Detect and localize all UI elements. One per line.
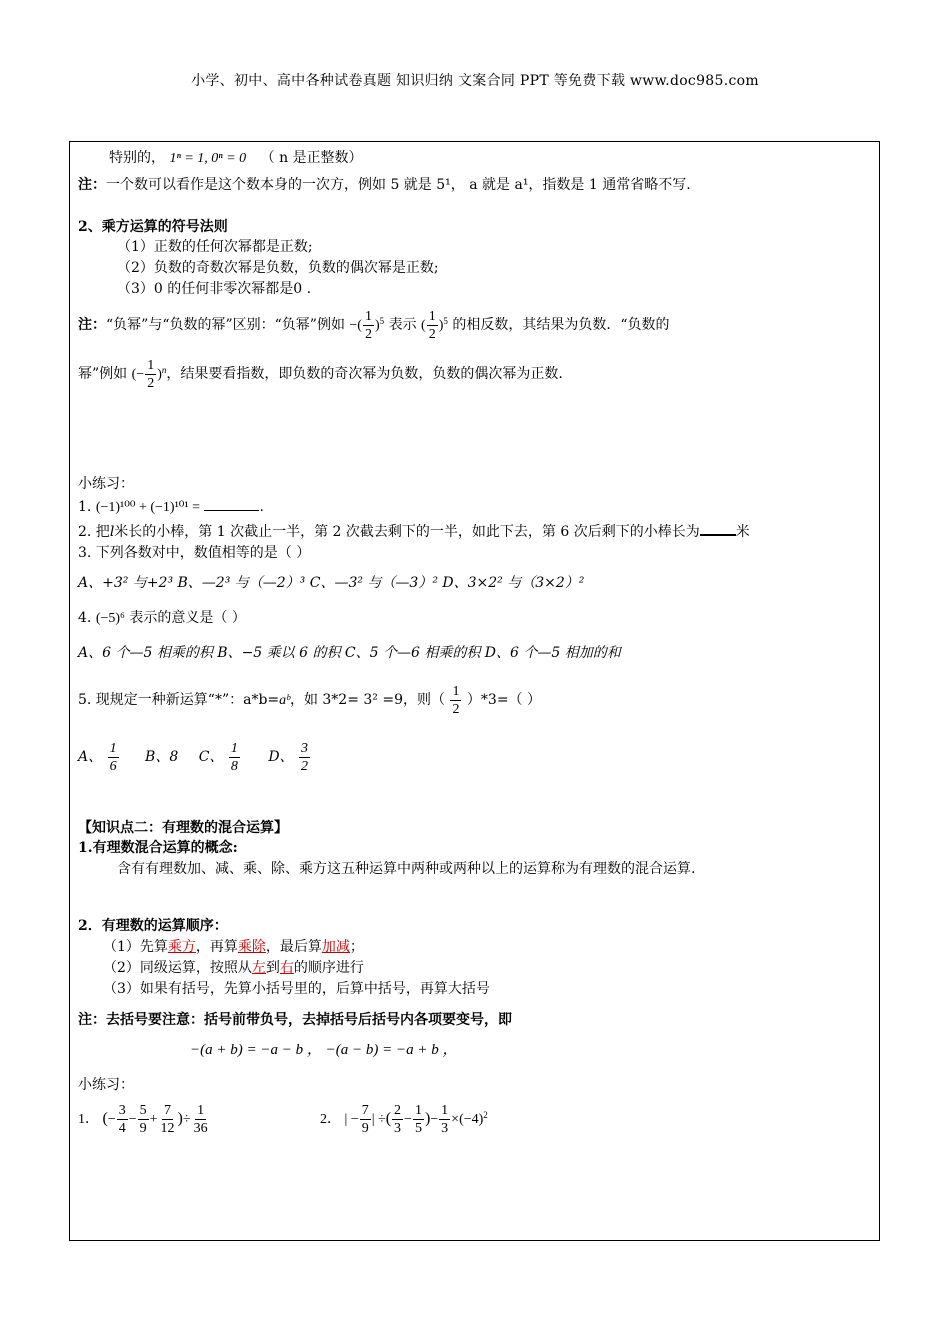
order-rule-1: （1）先算乘方，再算乘除，最后算加减； [103,939,364,955]
rule-item: （2）负数的奇数次幂是负数，负数的偶次幂是正数; [117,260,439,276]
order-heading: 2．有理数的运算顺序： [78,918,228,934]
question-4-stem: 4. (−5)⁶ 表示的意义是（ ） [78,610,246,626]
question-1: 1. (−1)¹⁰⁰ + (−1)¹⁰¹ = . [78,499,264,515]
page-header: 小学、初中、高中各种试卷真题 知识归纳 文案合同 PPT 等免费下载 www.doc985.com [191,73,759,89]
power-expr: ( $\frac{1}{2}$ )$^5$ [421,309,448,343]
note3-formula: −(a + b) = −a − b ， −(a − b) = −a + b ， [190,1042,458,1058]
note2-line2: 幂”例如 (− $\frac{1}{2}$ )$^n$，结果要看指数，即负数的奇次幂为负数，负数的偶次幂为正数. [78,358,563,392]
order-rule-2: （2）同级运算，按照从左到右的顺序进行 [103,960,364,976]
neg-power-expr: −( $\frac{1}{2}$ )$^5$ [349,309,385,343]
answer-blank[interactable] [700,522,736,536]
order-rule-3: （3）如果有括号，先算小括号里的，后算中括号，再算大括号 [103,981,490,997]
note3: 注：去括号要注意：括号前带负号，去掉括号后括号内各项要变号，即 [78,1012,512,1028]
practice2-q2: 2． | − $\frac{7}{9}$ | ÷( $\frac{2}{3}$ − $\frac{1}{5}$ )− $\frac{1}{3}$ $\times(-4)^2$ [320,1103,488,1137]
special-line: 特别的， 1ⁿ = 1, 0ⁿ = 0 （ n 是正整数） [109,150,363,166]
answer-blank[interactable] [204,498,259,511]
neg-base-power-expr: (− $\frac{1}{2}$ )$^n$ [131,358,167,392]
special-formula: 1ⁿ = 1, 0ⁿ = 0 [169,151,247,166]
note1: 注：一个数可以看作是这个数本身的一次方，例如 5 就是 5¹， a 就是 a¹，指数是 1 通常省略不写. [78,177,691,193]
practice2-q1: 1． (− $\frac{3}{4}$ − $\frac{5}{9}$ + $\frac{7}{12}$ )÷ $\frac{1}{36}$ [78,1103,208,1137]
question-5-stem: 5. 现规定一种新运算“*”：a*b=aᵇ，如 3*2= 3² =9，则（ $\frac{1}{2}$ ）*3=（ ） [78,683,542,717]
practice1-title: 小练习： [78,476,134,492]
rule-item: （3）0 的任何非零次幂都是0 . [117,281,312,297]
question-2: 2. 把l米长的小棒，第 1 次截止一半，第 2 次截去剩下的一半，如此下去，第 6 次后剩下的小棒长为 米 [78,524,750,540]
question-4-options: A、6 个—5 相乘的积 B、−5 乘以 6 的积 C、5 个—6 相乘的积 D、6 个—5 相加的和 [78,645,621,661]
question-3-stem: 3. 下列各数对中，数值相等的是（ ） [78,545,311,561]
question-5-options: A、 $\frac{1}{6}$ B、8 C、 $\frac{1}{8}$ D、 $\frac{3}{2}$ [78,740,308,774]
rule-heading: 2、乘方运算的符号法则 [78,219,228,235]
concept-text: 含有有理数加、减、乘、除、乘方这五种运算中两种或两种以上的运算称为有理数的混合运算. [117,861,696,877]
practice2-title: 小练习： [78,1077,134,1093]
note2-line1: 注：“负幂”与“负数的幂”区别：“负幂”例如 −( $\frac{1}{2}$ )$^5$ 表示 ( $\frac{1}{2}$ )$^5$ 的相反数，其结果为负数．“负数的 [78,309,670,343]
kp2-heading: 【知识点二：有理数的混合运算】 [78,820,288,836]
rule-item: （1）正数的任何次幂都是正数; [117,239,313,255]
concept-heading: 1.有理数混合运算的概念: [78,840,238,856]
question-3-options: A、+3² 与+2³ B、—2³ 与（—2）³ C、—3² 与（—3）² D、3×2² 与（3×2）² [78,575,585,591]
